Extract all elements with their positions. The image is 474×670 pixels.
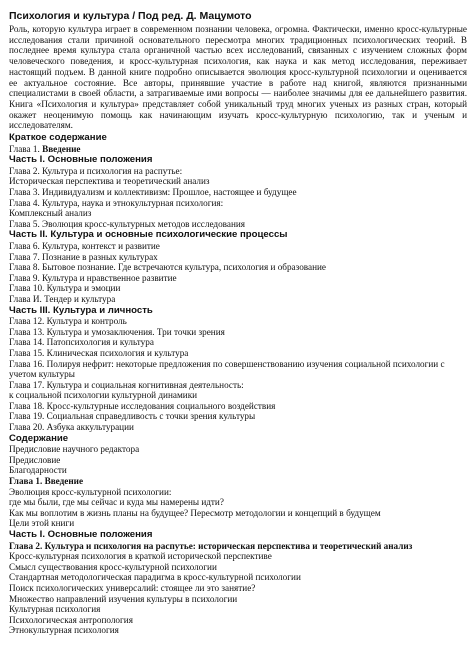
summary-line: [9, 241, 467, 252]
summary-line: [9, 337, 467, 348]
contents-line: [9, 583, 467, 594]
summary-line-text: Комплексный анализ: [9, 208, 92, 219]
contents-line-text: Цели этой книги: [9, 518, 75, 529]
summary-line-text: Историческая перспектива и теоретический анализ: [9, 176, 210, 187]
document-title: Психология и культура / Под ред. Д. Мацумото: [9, 10, 252, 22]
contents-line: [9, 615, 467, 626]
summary-line-text: Глава 17. Культура и социальная когнитивная деятельность:: [9, 379, 244, 390]
summary-list: [9, 144, 467, 433]
summary-line: [9, 219, 467, 230]
contents-line: [9, 604, 467, 615]
contents-line: [9, 625, 467, 636]
summary-line-text: Глава 5. Эволюция кросс-культурных методов исследования: [9, 218, 246, 229]
summary-line-emphasis: Введение: [42, 143, 81, 154]
summary-line-text: Глава 9. Культура и нравственное развитие: [9, 272, 177, 283]
summary-line-text: Глава И. Тендер и культура: [9, 293, 116, 304]
summary-line: [9, 348, 467, 359]
summary-line: [9, 166, 467, 177]
summary-line-text: Глава 2. Культура и психология на распутье:: [9, 165, 183, 176]
summary-line: [9, 187, 467, 198]
contents-line: [9, 476, 467, 487]
contents-line-text: Предисловие научного редактора: [9, 444, 140, 455]
book-annotation: Роль, которую культура играет в современном познании человека, огромна. Фактически, именно кросс-культурные исследования стали причиной основательного пересмотра многих традиционных психологических теорий. В последнее время культура стала органичной частью всех исследований, связанных с изучением сложных форм человеческого поведения, и кросс-культурная психология, как наука и как метод исследования, переживает настоящий подъем. В данной книге подробно описывается эволюция кросс-культурной психологии и оценивается ее актуальное состояние. Все авторы, принявшие участие в работе над книгой, являются признанными специалистами в своей области, а затрагиваемые ими вопросы — наиболее значимы для ее дальнейшего развития. Книга «Психология и культура» представляет собой уникальный труд многих ученых из разных стран, который окажет неоценимую помощь как начинающим изучать кросс-культурную психологию, так и ученым и исследователям.: [9, 24, 467, 131]
summary-line-text: Глава 8. Бытовое познание. Где встречаются культура, психология и образование: [9, 262, 327, 273]
summary-line: [9, 316, 467, 327]
summary-line-text: Глава 16. Полируя нефрит: некоторые предложения по совершенствованию изучения социальной психологии с учетом культуры: [9, 358, 445, 380]
contents-line-text: Множество направлений изучения культуры в психологии: [9, 593, 238, 604]
contents-line-text: Этнокультурная психология: [9, 625, 119, 636]
contents-part-heading: Часть I. Основные положения: [9, 529, 153, 540]
summary-line-text: Глава 15. Клиническая психология и культура: [9, 347, 189, 358]
contents-line: [9, 541, 467, 552]
contents-line-text: Стандартная методологическая парадигма в кросс-культурной психологии: [9, 572, 301, 583]
contents-line-text: Психологическая антропология: [9, 614, 133, 625]
summary-line-text: Глава 13. Культура и умозаключения. Три точки зрения: [9, 326, 225, 337]
summary-line: [9, 327, 467, 338]
contents-line-text: Глава 2. Культура и психология на распутье: историческая перспектива и теоретический анализ: [9, 540, 413, 551]
contents-line: [9, 562, 467, 573]
contents-line: [9, 444, 467, 455]
summary-line-text: Глава 19. Социальная справедливость с точки зрения культуры: [9, 411, 256, 422]
contents-list: [9, 444, 467, 636]
contents-line-text: Благодарности: [9, 465, 67, 476]
contents-line-text: Глава 1. Введение: [9, 476, 84, 487]
contents-line-text: Поиск психологических универсалий: стоящее ли это занятие?: [9, 582, 256, 593]
contents-line-text: Как мы воплотим в жизнь планы на будущее? Пересмотр методологии и концепций в будущем: [9, 507, 381, 518]
summary-line: [9, 144, 467, 155]
document-page: [9, 10, 467, 665]
summary-line: [9, 359, 467, 380]
summary-part-heading: Часть II. Культура и основные психологические процессы: [9, 229, 288, 241]
contents-line: [9, 594, 467, 605]
summary-line: [9, 422, 467, 433]
contents-line-text: Культурная психология: [9, 604, 101, 615]
contents-line: [9, 497, 467, 508]
summary-line-text: Глава 6. Культура, контекст и развитие: [9, 240, 160, 251]
contents-line-text: где мы были, где мы сейчас и куда мы намерены идти?: [9, 497, 224, 508]
summary-line-text: Глава 4. Культура, наука и этнокультурная психология:: [9, 197, 224, 208]
summary-line: [9, 176, 467, 187]
summary-line-text: Глава 7. Познание в разных культурах: [9, 251, 158, 262]
summary-line-text: Глава 18. Кросс-культурные исследования социального воздействия: [9, 400, 276, 411]
contents-line-text: Эволюция кросс-культурной психологии:: [9, 486, 172, 497]
contents-heading: Содержание: [9, 432, 69, 444]
contents-line: [9, 455, 467, 466]
summary-heading: Краткое содержание: [9, 132, 107, 144]
summary-line-text: Глава 1.: [9, 143, 43, 154]
contents-line-text: Смысл существования кросс-культурной психологии: [9, 561, 217, 572]
contents-line: [9, 572, 467, 583]
summary-line: [9, 252, 467, 263]
summary-line: [9, 198, 467, 209]
contents-line: [9, 551, 467, 562]
summary-line: [9, 283, 467, 294]
summary-part-heading: Часть III. Культура и личность: [9, 304, 153, 316]
summary-line: [9, 411, 467, 422]
summary-line: [9, 294, 467, 305]
contents-line-text: Предисловие: [9, 454, 61, 465]
summary-line-text: Глава 14. Патопсихология и культура: [9, 337, 154, 348]
summary-part-heading: Часть I. Основные положения: [9, 154, 153, 166]
contents-line-text: Кросс-культурная психология в краткой исторической перспективе: [9, 551, 272, 562]
summary-line-text: Глава 10. Культура и эмоции: [9, 283, 121, 294]
contents-line: [9, 465, 467, 476]
summary-line: [9, 262, 467, 273]
summary-line: [9, 401, 467, 412]
summary-line-text: Глава 12. Культура и контроль: [9, 316, 127, 327]
summary-line: [9, 208, 467, 219]
contents-line: [9, 487, 467, 498]
summary-line-text: Глава 20. Азбука аккультурации: [9, 422, 134, 433]
summary-line: [9, 273, 467, 284]
summary-line-text: Глава 3. Индивидуализм и коллективизм: Прошлое, настоящее и будущее: [9, 187, 297, 197]
summary-line-text: к социальной психологии культурной динамики: [9, 390, 198, 401]
contents-line: [9, 508, 467, 519]
summary-line: [9, 380, 467, 391]
contents-line: [9, 518, 467, 529]
summary-line: [9, 390, 467, 401]
